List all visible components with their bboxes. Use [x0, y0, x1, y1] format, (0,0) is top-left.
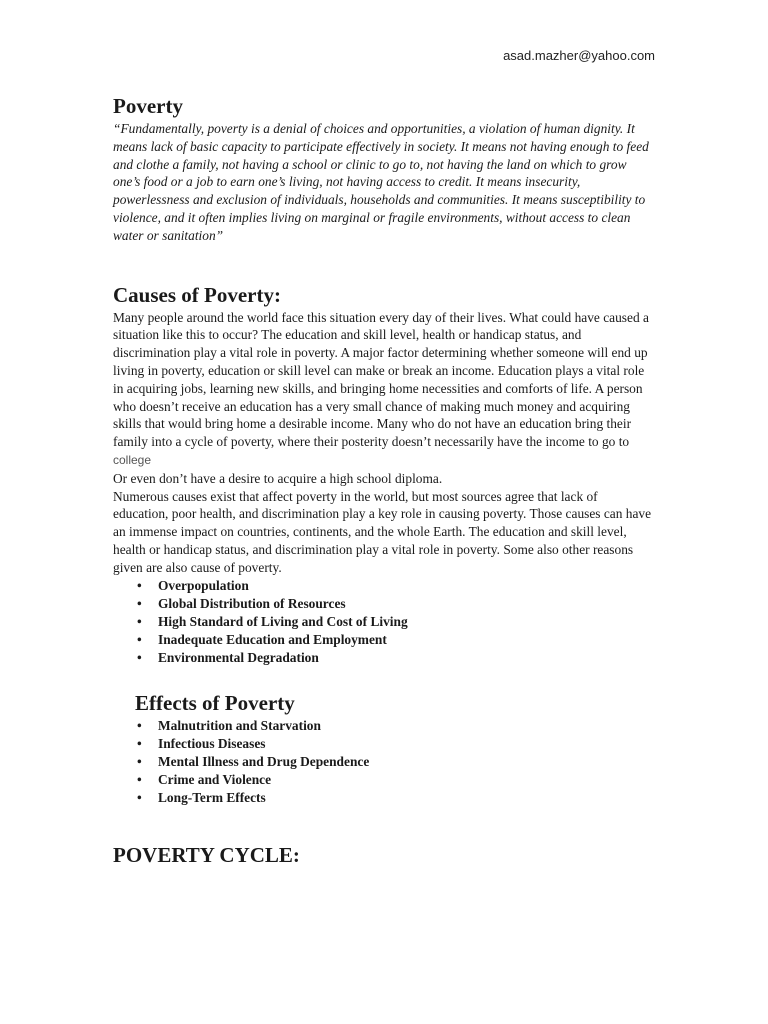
causes-list: [113, 577, 653, 667]
poverty-cycle-heading: POVERTY CYCLE:: [113, 842, 300, 867]
list-item: • Crime and Violence: [137, 771, 653, 789]
list-item: • High Standard of Living and Cost of Living: [137, 613, 653, 631]
list-item: • Malnutrition and Starvation: [137, 717, 653, 735]
poverty-heading: Poverty: [113, 94, 183, 118]
list-item: • Overpopulation: [137, 577, 653, 595]
causes-paragraph-1-text: Many people around the world face this situation every day of their lives. What could have caused a situation like this to occur? The education and skill level, health or handicap status, and discrimination play a vital role in poverty. A major factor determining whether someone will end up living in poverty, education or skill level can make or break an income. Education plays a vital role in acquiring jobs, learning new skills, and bringing home necessities and comforts of life. A person who doesn’t receive an education has a very small chance of making much money and acquiring skills that would bring home a desirable income. Many who do not have an education bring their family into a cycle of poverty, where their posterity doesn’t necessarily have the income to go to: [113, 309, 649, 450]
list-item: • Infectious Diseases: [137, 735, 653, 753]
list-item: • Long-Term Effects: [137, 789, 653, 807]
effects-heading: Effects of Poverty: [135, 690, 295, 715]
college-word: college: [113, 452, 152, 467]
list-item: • Environmental Degradation: [137, 649, 653, 667]
list-item: • Mental Illness and Drug Dependence: [137, 753, 653, 771]
document-content: [113, 92, 653, 869]
poverty-definition-quote: “Fundamentally, poverty is a denial of choices and opportunities, a violation of human dignity. It means lack of basic capacity to participate effectively in society. It means not having enough to feed and clothe a family, not having a school or clinic to go to, not having the land on which to grow one’s food or a job to earn one’s living, not having access to credit. It means insecurity, powerlessness and exclusion of individuals, households and communities. It means susceptibility to violence, and it often implies living on marginal or fragile environments, without access to clean water or sanitation”: [113, 121, 649, 243]
causes-paragraph-3: Numerous causes exist that affect poverty in the world, but most sources agree that lack of education, poor health, and discrimination play a key role in causing poverty. Those causes can have an immense impact on countries, continents, and the whole Earth. The education and skill level, health or handicap status, and discrimination play a vital role in poverty. Some also other reasons given are also cause of poverty.: [113, 488, 652, 575]
causes-heading: Causes of Poverty:: [113, 282, 281, 307]
causes-paragraph-1: [113, 309, 653, 470]
author-email: asad.mazher@yahoo.com: [503, 48, 655, 63]
list-item: • Global Distribution of Resources: [137, 595, 653, 613]
list-item: • Inadequate Education and Employment: [137, 631, 653, 649]
causes-paragraph-2: Or even don’t have a desire to acquire a high school diploma.: [113, 470, 443, 486]
effects-list: [113, 717, 653, 807]
